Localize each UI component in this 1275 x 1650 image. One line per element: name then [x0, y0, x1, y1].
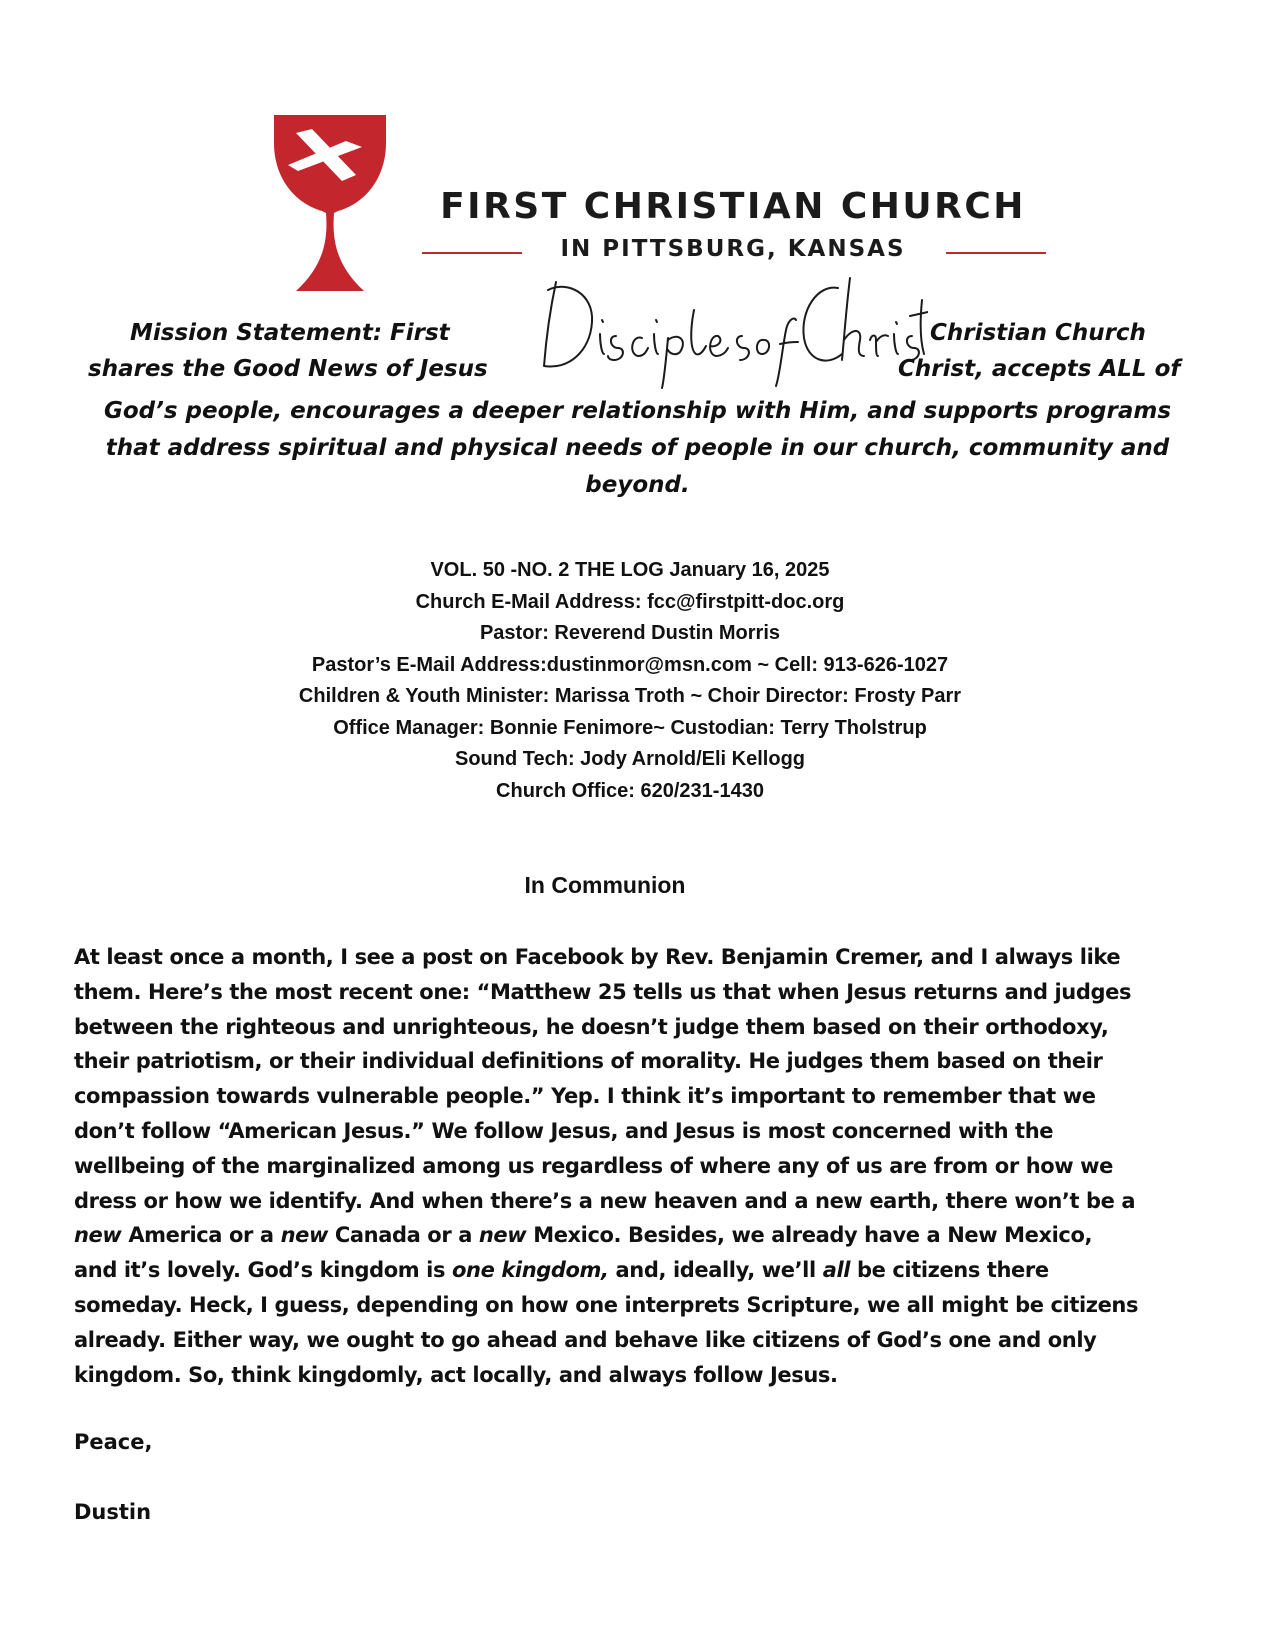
mission-line-4: that address spiritual and physical needs of people in our church, community and: [105, 435, 1170, 461]
text: and it’s lovely. God’s kingdom is: [74, 1258, 452, 1283]
signature: Dustin: [74, 1500, 152, 1524]
volume-line: VOL. 50 -NO. 2 THE LOG January 16, 2025: [430, 559, 830, 581]
text: Mexico. Besides, we already have a New Mexico,: [526, 1223, 1093, 1248]
mission-line-2-left: shares the Good News of Jesus: [88, 356, 488, 382]
office-staff-line: Office Manager: Bonnie Fenimore~ Custodian: Terry Tholstrup: [333, 716, 927, 739]
text: America or a: [121, 1223, 281, 1248]
article-line: kingdom. So, think kingdomly, act locally, and always follow Jesus.: [74, 1362, 838, 1387]
church-email-line: Church E-Mail Address: fcc@firstpitt-doc.org: [415, 590, 845, 613]
article-line: someday. Heck, I guess, depending on how one interprets Scripture, we all might be citizens: [74, 1292, 1139, 1317]
mission-line-1-right: Christian Church: [930, 320, 1146, 346]
church-office-line: Church Office: 620/231-1430: [496, 779, 764, 802]
article-line: between the righteous and unrighteous, he doesn’t judge them based on their orthodoxy,: [74, 1014, 1109, 1039]
article-line: wellbeing of the marginalized among us regardless of where any of us are from or how we: [74, 1153, 1114, 1178]
article-line: don’t follow “American Jesus.” We follow Jesus, and Jesus is most concerned with the: [74, 1118, 1054, 1143]
closing: Peace,: [74, 1430, 153, 1454]
article-line: [74, 1218, 1204, 1253]
right-divider: [946, 252, 1046, 254]
ministers-line: Children & Youth Minister: Marissa Troth ~ Choir Director: Frosty Parr: [298, 685, 962, 707]
mission-line-3: God’s people, encourages a deeper relationship with Him, and supports programs: [103, 398, 1172, 424]
article-line: compassion towards vulnerable people.” Yep. I think it’s important to remember that we: [74, 1084, 1096, 1109]
mission-line-1-left: Mission Statement: First: [130, 320, 450, 346]
article-body: [74, 940, 1204, 1392]
emphasis: new: [478, 1223, 527, 1248]
emphasis: one kingdom,: [452, 1258, 609, 1283]
chalice-logo-icon: [274, 115, 386, 295]
article-line: [74, 1253, 1204, 1288]
pastor-contact-line: Pastor’s E-Mail Address:dustinmor@msn.com ~ Cell: 913-626-1027: [311, 653, 949, 676]
text: be citizens there: [850, 1258, 1049, 1283]
mission-line-2-right: Christ, accepts ALL of: [898, 356, 1181, 382]
sound-tech-line: Sound Tech: Jody Arnold/Eli Kellogg: [455, 748, 805, 770]
article-line: their patriotism, or their individual definitions of morality. He judges them based on their: [74, 1049, 1103, 1074]
text: and, ideally, we’ll: [608, 1258, 823, 1283]
left-divider: [422, 252, 522, 254]
article-title: In Communion: [524, 872, 686, 898]
mission-line-5: beyond.: [585, 472, 690, 498]
text: Canada or a: [327, 1223, 479, 1248]
pastor-line: Pastor: Reverend Dustin Morris: [479, 622, 781, 644]
article-line: them. Here’s the most recent one: “Matthew 25 tells us that when Jesus returns and judges: [74, 979, 1132, 1004]
emphasis: all: [822, 1258, 851, 1283]
disciples-of-christ-script: [538, 270, 928, 390]
article-line: already. Either way, we ought to go ahead and behave like citizens of God’s one and only: [74, 1327, 1097, 1352]
emphasis: new: [74, 1223, 122, 1248]
masthead-info: [200, 555, 1060, 807]
church-location-row: [420, 236, 1046, 270]
article-line: dress or how we identify. And when there’s a new heaven and a new earth, there won’t be a: [74, 1188, 1136, 1213]
article-line: At least once a month, I see a post on Facebook by Rev. Benjamin Cremer, and I always like: [74, 945, 1121, 969]
emphasis: new: [280, 1223, 328, 1248]
church-location: IN PITTSBURG, KANSAS: [560, 236, 906, 262]
church-name: FIRST CHRISTIAN CHURCH: [440, 186, 1026, 227]
